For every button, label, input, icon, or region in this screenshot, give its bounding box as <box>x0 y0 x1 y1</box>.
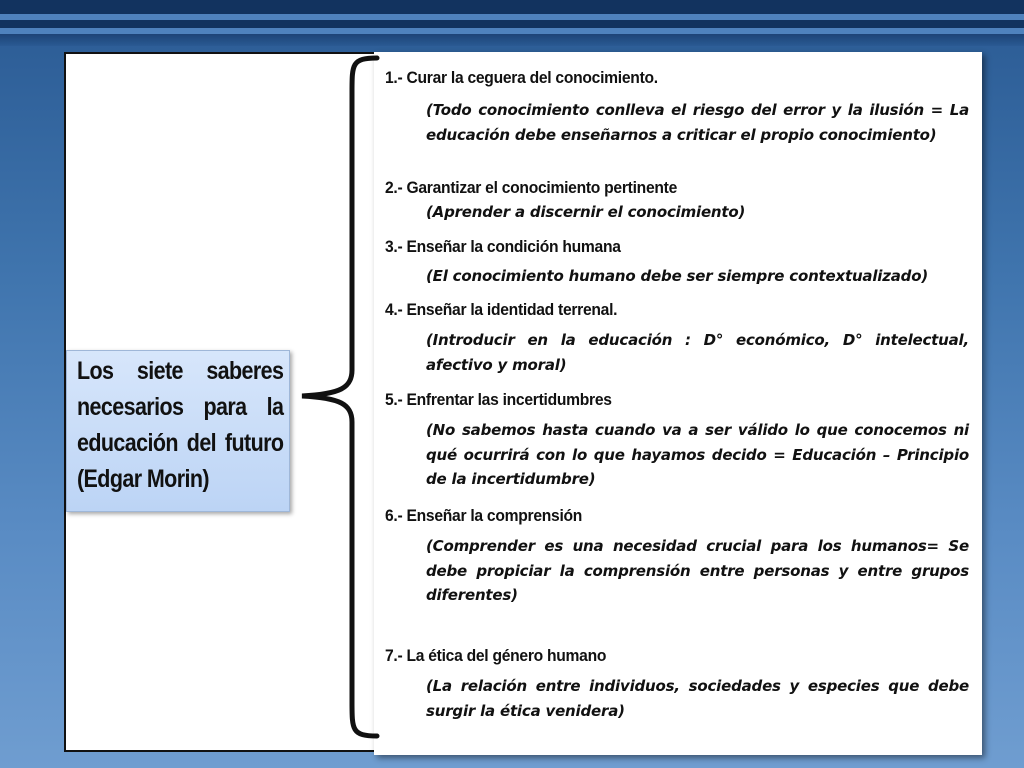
list-item <box>385 646 969 723</box>
item-title: 7.- La ética del género humano <box>385 646 607 665</box>
item-title: 6.- Enseñar la comprensión <box>385 506 583 525</box>
list-item <box>385 178 969 225</box>
curly-brace <box>290 52 380 742</box>
list-item <box>385 300 969 377</box>
item-description: (Todo conocimiento conlleva el riesgo del error y la ilusión = La educación debe enseñarnos a criticar el propio conocimiento) <box>426 101 969 144</box>
item-title: 2.- Garantizar el conocimiento pertinente <box>385 178 677 197</box>
header-band <box>0 0 1024 46</box>
item-description: (Introducir en la educación : D° económico, D° intelectual, afectivo y moral) <box>426 331 969 374</box>
list-item <box>385 237 969 289</box>
item-title: 5.- Enfrentar las incertidumbres <box>385 390 612 409</box>
item-description: (La relación entre individuos, sociedades y especies que debe surgir la ética venidera) <box>426 677 969 720</box>
item-description: (No sabemos hasta cuando va a ser válido lo que conocemos ni qué ocurrirá con lo que hayamos decido = Educación – Principio de la incertidumbre) <box>426 421 969 488</box>
title-box <box>66 350 290 512</box>
list-item <box>385 506 969 608</box>
item-description: (Comprender es una necesidad crucial para los humanos= Se debe propiciar la comprensión entre personas y entre grupos diferentes) <box>426 537 969 604</box>
item-description: (Aprender a discernir el conocimiento) <box>426 203 746 221</box>
list-item <box>385 390 969 492</box>
item-title: 1.- Curar la ceguera del conocimiento. <box>385 68 658 87</box>
slide-title: Los siete saberes necesarios para la educación del futuro (Edgar Morin) <box>77 357 284 493</box>
item-description: (El conocimiento humano debe ser siempre contextualizado) <box>426 267 928 285</box>
item-title: 4.- Enseñar la identidad terrenal. <box>385 300 618 319</box>
item-title: 3.- Enseñar la condición humana <box>385 237 621 256</box>
list-item <box>385 68 969 147</box>
